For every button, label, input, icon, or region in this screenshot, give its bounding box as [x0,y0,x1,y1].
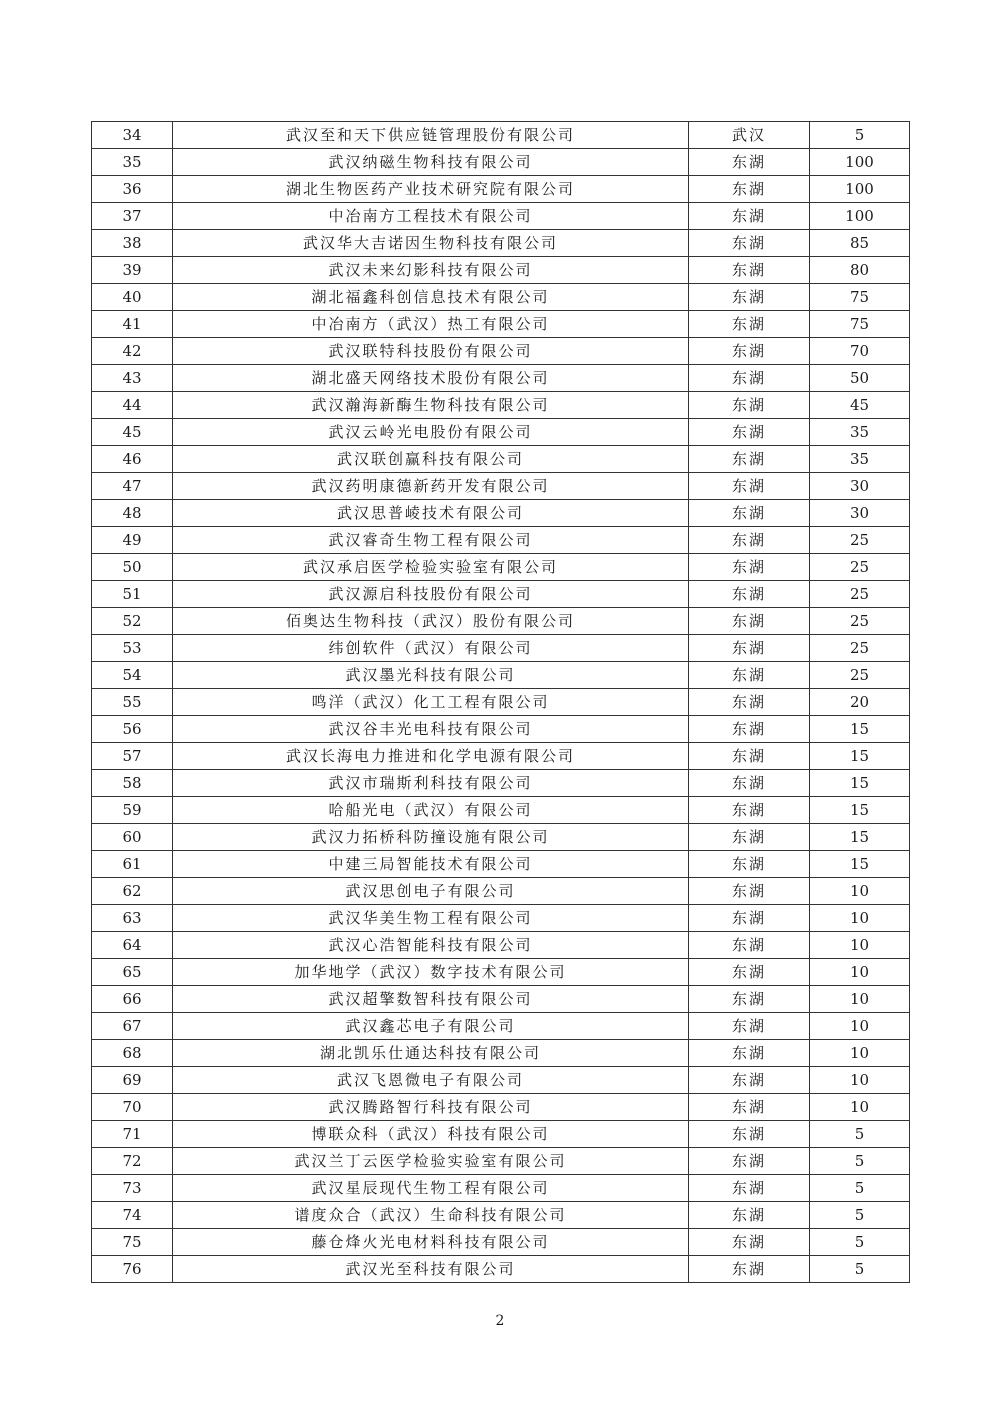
row-number-cell: 50 [92,554,173,581]
table-row [92,581,910,608]
company-table-container [91,121,909,1283]
value-cell: 5 [810,1121,910,1148]
company-name-cell: 武汉鑫芯电子有限公司 [173,1013,689,1040]
company-name-cell: 武汉睿奇生物工程有限公司 [173,527,689,554]
table-row [92,986,910,1013]
table-row [92,1094,910,1121]
value-cell: 25 [810,554,910,581]
value-cell: 15 [810,851,910,878]
area-cell: 东湖 [689,338,810,365]
company-name-cell: 武汉长海电力推进和化学电源有限公司 [173,743,689,770]
table-row [92,176,910,203]
company-name-cell: 博联众科（武汉）科技有限公司 [173,1121,689,1148]
value-cell: 25 [810,581,910,608]
company-name-cell: 武汉至和天下供应链管理股份有限公司 [173,122,689,149]
area-cell: 东湖 [689,149,810,176]
value-cell: 25 [810,527,910,554]
value-cell: 15 [810,743,910,770]
table-row [92,554,910,581]
area-cell: 东湖 [689,1067,810,1094]
row-number-cell: 59 [92,797,173,824]
value-cell: 15 [810,770,910,797]
table-row [92,797,910,824]
table-row [92,284,910,311]
row-number-cell: 40 [92,284,173,311]
table-row [92,311,910,338]
row-number-cell: 54 [92,662,173,689]
area-cell: 东湖 [689,1040,810,1067]
value-cell: 85 [810,230,910,257]
row-number-cell: 67 [92,1013,173,1040]
company-name-cell: 武汉思普崚技术有限公司 [173,500,689,527]
row-number-cell: 66 [92,986,173,1013]
area-cell: 东湖 [689,797,810,824]
row-number-cell: 60 [92,824,173,851]
value-cell: 15 [810,716,910,743]
company-table [91,121,910,1283]
value-cell: 70 [810,338,910,365]
area-cell: 东湖 [689,986,810,1013]
area-cell: 东湖 [689,446,810,473]
area-cell: 东湖 [689,1229,810,1256]
table-row [92,824,910,851]
value-cell: 25 [810,662,910,689]
area-cell: 东湖 [689,1256,810,1283]
table-row [92,662,910,689]
area-cell: 东湖 [689,527,810,554]
row-number-cell: 75 [92,1229,173,1256]
value-cell: 5 [810,1175,910,1202]
row-number-cell: 37 [92,203,173,230]
area-cell: 武汉 [689,122,810,149]
area-cell: 东湖 [689,392,810,419]
value-cell: 75 [810,284,910,311]
company-name-cell: 湖北盛天网络技术股份有限公司 [173,365,689,392]
area-cell: 东湖 [689,257,810,284]
value-cell: 10 [810,932,910,959]
table-row [92,1202,910,1229]
company-name-cell: 鸣洋（武汉）化工工程有限公司 [173,689,689,716]
area-cell: 东湖 [689,1148,810,1175]
company-name-cell: 武汉力拓桥科防撞设施有限公司 [173,824,689,851]
value-cell: 25 [810,635,910,662]
area-cell: 东湖 [689,743,810,770]
company-name-cell: 武汉瀚海新酶生物科技有限公司 [173,392,689,419]
row-number-cell: 64 [92,932,173,959]
row-number-cell: 65 [92,959,173,986]
company-name-cell: 藤仓烽火光电材料科技有限公司 [173,1229,689,1256]
value-cell: 50 [810,365,910,392]
table-row [92,770,910,797]
table-row [92,743,910,770]
table-row [92,419,910,446]
table-row [92,527,910,554]
value-cell: 5 [810,1202,910,1229]
area-cell: 东湖 [689,770,810,797]
company-name-cell: 谱度众合（武汉）生命科技有限公司 [173,1202,689,1229]
row-number-cell: 56 [92,716,173,743]
row-number-cell: 57 [92,743,173,770]
company-name-cell: 湖北福鑫科创信息技术有限公司 [173,284,689,311]
row-number-cell: 47 [92,473,173,500]
table-row [92,473,910,500]
value-cell: 80 [810,257,910,284]
value-cell: 45 [810,392,910,419]
row-number-cell: 63 [92,905,173,932]
row-number-cell: 38 [92,230,173,257]
table-row [92,338,910,365]
table-row [92,851,910,878]
value-cell: 15 [810,797,910,824]
area-cell: 东湖 [689,824,810,851]
table-row [92,122,910,149]
value-cell: 5 [810,1229,910,1256]
company-name-cell: 武汉飞恩微电子有限公司 [173,1067,689,1094]
table-row [92,1175,910,1202]
company-name-cell: 武汉兰丁云医学检验实验室有限公司 [173,1148,689,1175]
company-name-cell: 中冶南方工程技术有限公司 [173,203,689,230]
company-name-cell: 哈船光电（武汉）有限公司 [173,797,689,824]
row-number-cell: 41 [92,311,173,338]
table-row [92,1229,910,1256]
area-cell: 东湖 [689,284,810,311]
row-number-cell: 68 [92,1040,173,1067]
table-row [92,878,910,905]
row-number-cell: 44 [92,392,173,419]
table-row [92,608,910,635]
table-row [92,905,910,932]
table-row [92,1067,910,1094]
company-name-cell: 武汉墨光科技有限公司 [173,662,689,689]
row-number-cell: 55 [92,689,173,716]
area-cell: 东湖 [689,959,810,986]
value-cell: 35 [810,446,910,473]
area-cell: 东湖 [689,716,810,743]
company-name-cell: 武汉未来幻影科技有限公司 [173,257,689,284]
row-number-cell: 49 [92,527,173,554]
company-name-cell: 中冶南方（武汉）热工有限公司 [173,311,689,338]
row-number-cell: 73 [92,1175,173,1202]
table-row [92,365,910,392]
value-cell: 10 [810,878,910,905]
value-cell: 5 [810,122,910,149]
table-row [92,446,910,473]
table-row [92,635,910,662]
row-number-cell: 48 [92,500,173,527]
area-cell: 东湖 [689,311,810,338]
value-cell: 100 [810,203,910,230]
area-cell: 东湖 [689,851,810,878]
company-name-cell: 武汉思创电子有限公司 [173,878,689,905]
company-name-cell: 武汉承启医学检验实验室有限公司 [173,554,689,581]
area-cell: 东湖 [689,932,810,959]
area-cell: 东湖 [689,1094,810,1121]
row-number-cell: 51 [92,581,173,608]
row-number-cell: 46 [92,446,173,473]
company-name-cell: 中建三局智能技术有限公司 [173,851,689,878]
row-number-cell: 42 [92,338,173,365]
area-cell: 东湖 [689,689,810,716]
company-name-cell: 武汉华大吉诺因生物科技有限公司 [173,230,689,257]
row-number-cell: 74 [92,1202,173,1229]
company-name-cell: 湖北凯乐仕通达科技有限公司 [173,1040,689,1067]
value-cell: 30 [810,500,910,527]
table-row [92,689,910,716]
value-cell: 100 [810,149,910,176]
row-number-cell: 58 [92,770,173,797]
value-cell: 10 [810,1013,910,1040]
company-name-cell: 武汉联创赢科技有限公司 [173,446,689,473]
company-name-cell: 武汉星辰现代生物工程有限公司 [173,1175,689,1202]
company-table-body [92,122,910,1283]
company-name-cell: 武汉超擎数智科技有限公司 [173,986,689,1013]
area-cell: 东湖 [689,230,810,257]
row-number-cell: 69 [92,1067,173,1094]
area-cell: 东湖 [689,500,810,527]
value-cell: 10 [810,1067,910,1094]
row-number-cell: 53 [92,635,173,662]
company-name-cell: 纬创软件（武汉）有限公司 [173,635,689,662]
value-cell: 15 [810,824,910,851]
row-number-cell: 62 [92,878,173,905]
value-cell: 100 [810,176,910,203]
company-name-cell: 武汉腾路智行科技有限公司 [173,1094,689,1121]
area-cell: 东湖 [689,203,810,230]
company-name-cell: 武汉华美生物工程有限公司 [173,905,689,932]
company-name-cell: 湖北生物医药产业技术研究院有限公司 [173,176,689,203]
page-number: 2 [495,1313,505,1329]
area-cell: 东湖 [689,662,810,689]
company-name-cell: 武汉光至科技有限公司 [173,1256,689,1283]
row-number-cell: 35 [92,149,173,176]
value-cell: 25 [810,608,910,635]
company-name-cell: 武汉联特科技股份有限公司 [173,338,689,365]
table-row [92,149,910,176]
row-number-cell: 45 [92,419,173,446]
company-name-cell: 武汉谷丰光电科技有限公司 [173,716,689,743]
table-row [92,230,910,257]
area-cell: 东湖 [689,419,810,446]
area-cell: 东湖 [689,1202,810,1229]
area-cell: 东湖 [689,176,810,203]
table-row [92,392,910,419]
value-cell: 30 [810,473,910,500]
value-cell: 35 [810,419,910,446]
row-number-cell: 61 [92,851,173,878]
row-number-cell: 76 [92,1256,173,1283]
value-cell: 75 [810,311,910,338]
area-cell: 东湖 [689,473,810,500]
row-number-cell: 52 [92,608,173,635]
area-cell: 东湖 [689,608,810,635]
row-number-cell: 36 [92,176,173,203]
company-name-cell: 武汉药明康德新药开发有限公司 [173,473,689,500]
table-row [92,716,910,743]
value-cell: 10 [810,986,910,1013]
area-cell: 东湖 [689,1175,810,1202]
table-row [92,500,910,527]
value-cell: 20 [810,689,910,716]
area-cell: 东湖 [689,635,810,662]
area-cell: 东湖 [689,905,810,932]
row-number-cell: 71 [92,1121,173,1148]
value-cell: 5 [810,1256,910,1283]
row-number-cell: 34 [92,122,173,149]
table-row [92,1013,910,1040]
area-cell: 东湖 [689,581,810,608]
company-name-cell: 加华地学（武汉）数字技术有限公司 [173,959,689,986]
company-name-cell: 武汉市瑞斯利科技有限公司 [173,770,689,797]
table-row [92,1040,910,1067]
company-name-cell: 武汉云岭光电股份有限公司 [173,419,689,446]
area-cell: 东湖 [689,1013,810,1040]
value-cell: 10 [810,959,910,986]
value-cell: 10 [810,905,910,932]
area-cell: 东湖 [689,1121,810,1148]
value-cell: 10 [810,1094,910,1121]
row-number-cell: 43 [92,365,173,392]
company-name-cell: 佰奥达生物科技（武汉）股份有限公司 [173,608,689,635]
company-name-cell: 武汉纳磁生物科技有限公司 [173,149,689,176]
table-row [92,1148,910,1175]
area-cell: 东湖 [689,878,810,905]
table-row [92,959,910,986]
table-row [92,1121,910,1148]
company-name-cell: 武汉源启科技股份有限公司 [173,581,689,608]
area-cell: 东湖 [689,365,810,392]
value-cell: 5 [810,1148,910,1175]
table-row [92,932,910,959]
value-cell: 10 [810,1040,910,1067]
table-row [92,257,910,284]
table-row [92,1256,910,1283]
company-name-cell: 武汉心浩智能科技有限公司 [173,932,689,959]
row-number-cell: 70 [92,1094,173,1121]
table-row [92,203,910,230]
row-number-cell: 39 [92,257,173,284]
row-number-cell: 72 [92,1148,173,1175]
area-cell: 东湖 [689,554,810,581]
